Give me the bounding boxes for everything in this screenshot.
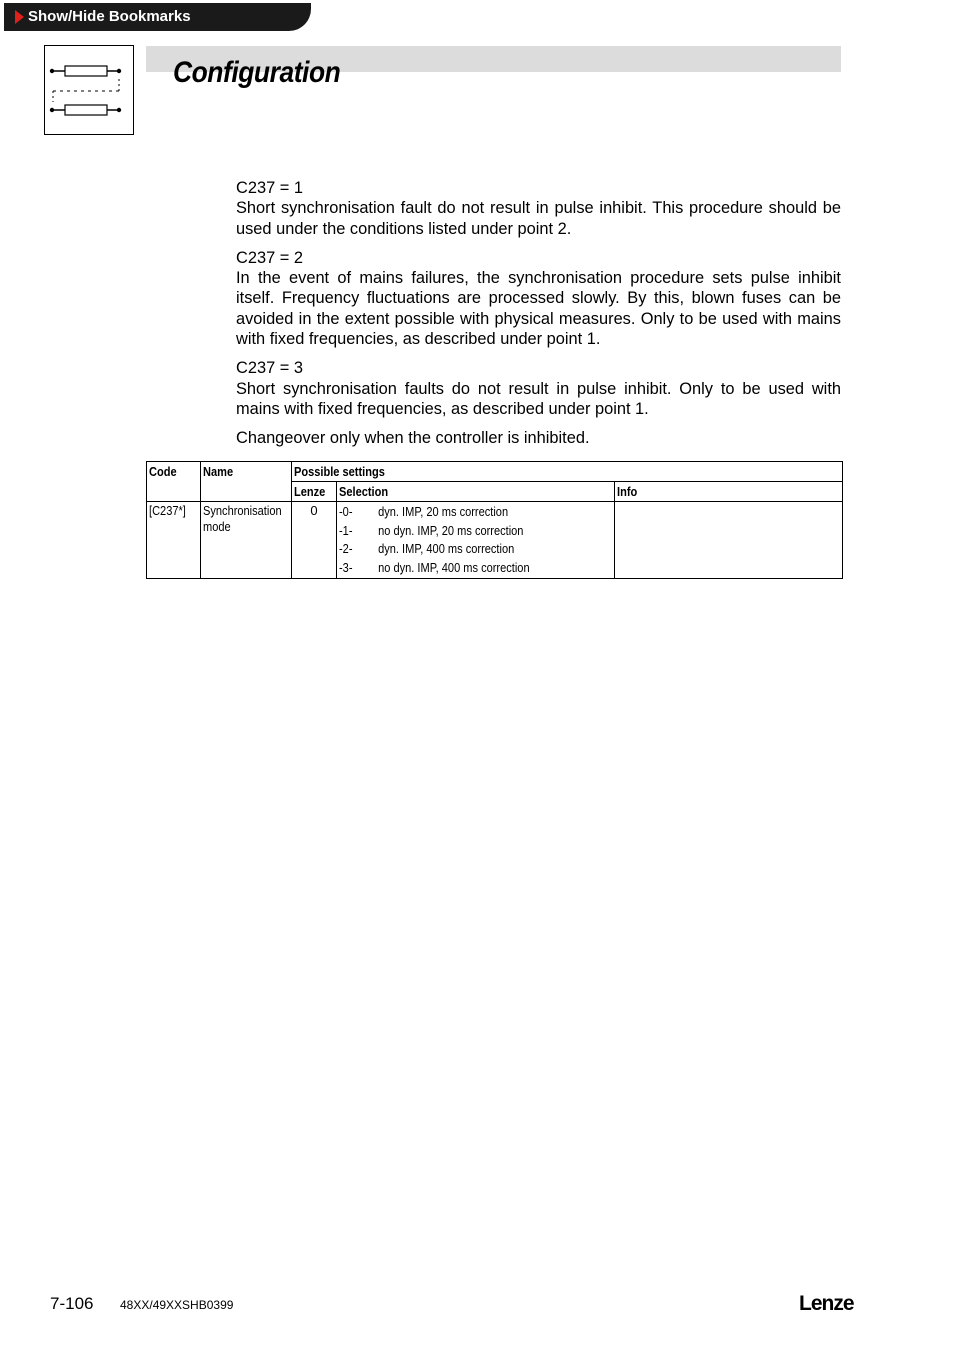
paragraph-code: C237 = 1 xyxy=(236,179,303,197)
paragraph-text: Changeover only when the controller is inhibited. xyxy=(236,429,590,448)
paragraph-code: C237 = 2 xyxy=(236,248,303,267)
paragraph-text: In the event of mains failures, the synchronisation procedure sets pulse inhibit itself. Frequency fluctuations are processed slowly. By this, blown fuses can be avoided in the extent possible with physical measures. Only to be used with mains with fixed frequencies, as described under point 1. xyxy=(236,269,841,349)
header-code: Code xyxy=(147,462,201,502)
list-item: -2- dyn. IMP, 400 ms correction xyxy=(339,541,515,556)
list-item: -0- dyn. IMP, 20 ms correction xyxy=(339,504,509,519)
paragraph-c237-3 xyxy=(236,358,841,419)
header-lenze: Lenze xyxy=(292,482,337,502)
cell-info xyxy=(615,502,843,579)
paragraph-code: C237 = 3 xyxy=(236,359,303,378)
header-info: Info xyxy=(615,482,843,502)
show-hide-bookmarks-button[interactable] xyxy=(4,3,311,31)
list-item: -1- no dyn. IMP, 20 ms correction xyxy=(339,522,524,538)
cell-selection xyxy=(337,502,615,579)
body-text xyxy=(236,178,841,458)
header-name: Name xyxy=(201,462,292,502)
circuit-icon xyxy=(45,46,133,134)
header-possible-settings: Possible settings xyxy=(292,462,843,482)
bookmark-label: Show/Hide Bookmarks xyxy=(28,8,191,25)
cell-name: Synchronisation mode xyxy=(201,502,292,579)
paragraph-text: Short synchronisation fault do not result in pulse inhibit. This procedure should be used under the conditions listed under point 2. xyxy=(236,199,841,238)
page-number: 7-106 xyxy=(50,1294,94,1313)
section-logo xyxy=(44,45,134,135)
paragraph-text: Short synchronisation faults do not result in pulse inhibit. Only to be used with mains with fixed frequencies, as described under point 1. xyxy=(236,379,841,418)
list-item: -3- no dyn. IMP, 400 ms correction xyxy=(339,559,530,575)
brand-logo: Lenze xyxy=(799,1292,854,1315)
document-id: 48XX/49XXSHB0399 xyxy=(120,1298,234,1312)
page-title: Configuration xyxy=(173,56,341,89)
table-row xyxy=(147,502,843,579)
paragraph-changeover xyxy=(236,428,841,448)
header-selection: Selection xyxy=(337,482,615,502)
triangle-right-icon xyxy=(15,10,24,24)
paragraph-c237-1 xyxy=(236,178,841,239)
paragraph-c237-2 xyxy=(236,248,841,349)
parameter-table xyxy=(146,461,843,579)
cell-lenze-default: 0 xyxy=(292,502,337,579)
cell-code: [C237*] xyxy=(147,502,201,579)
